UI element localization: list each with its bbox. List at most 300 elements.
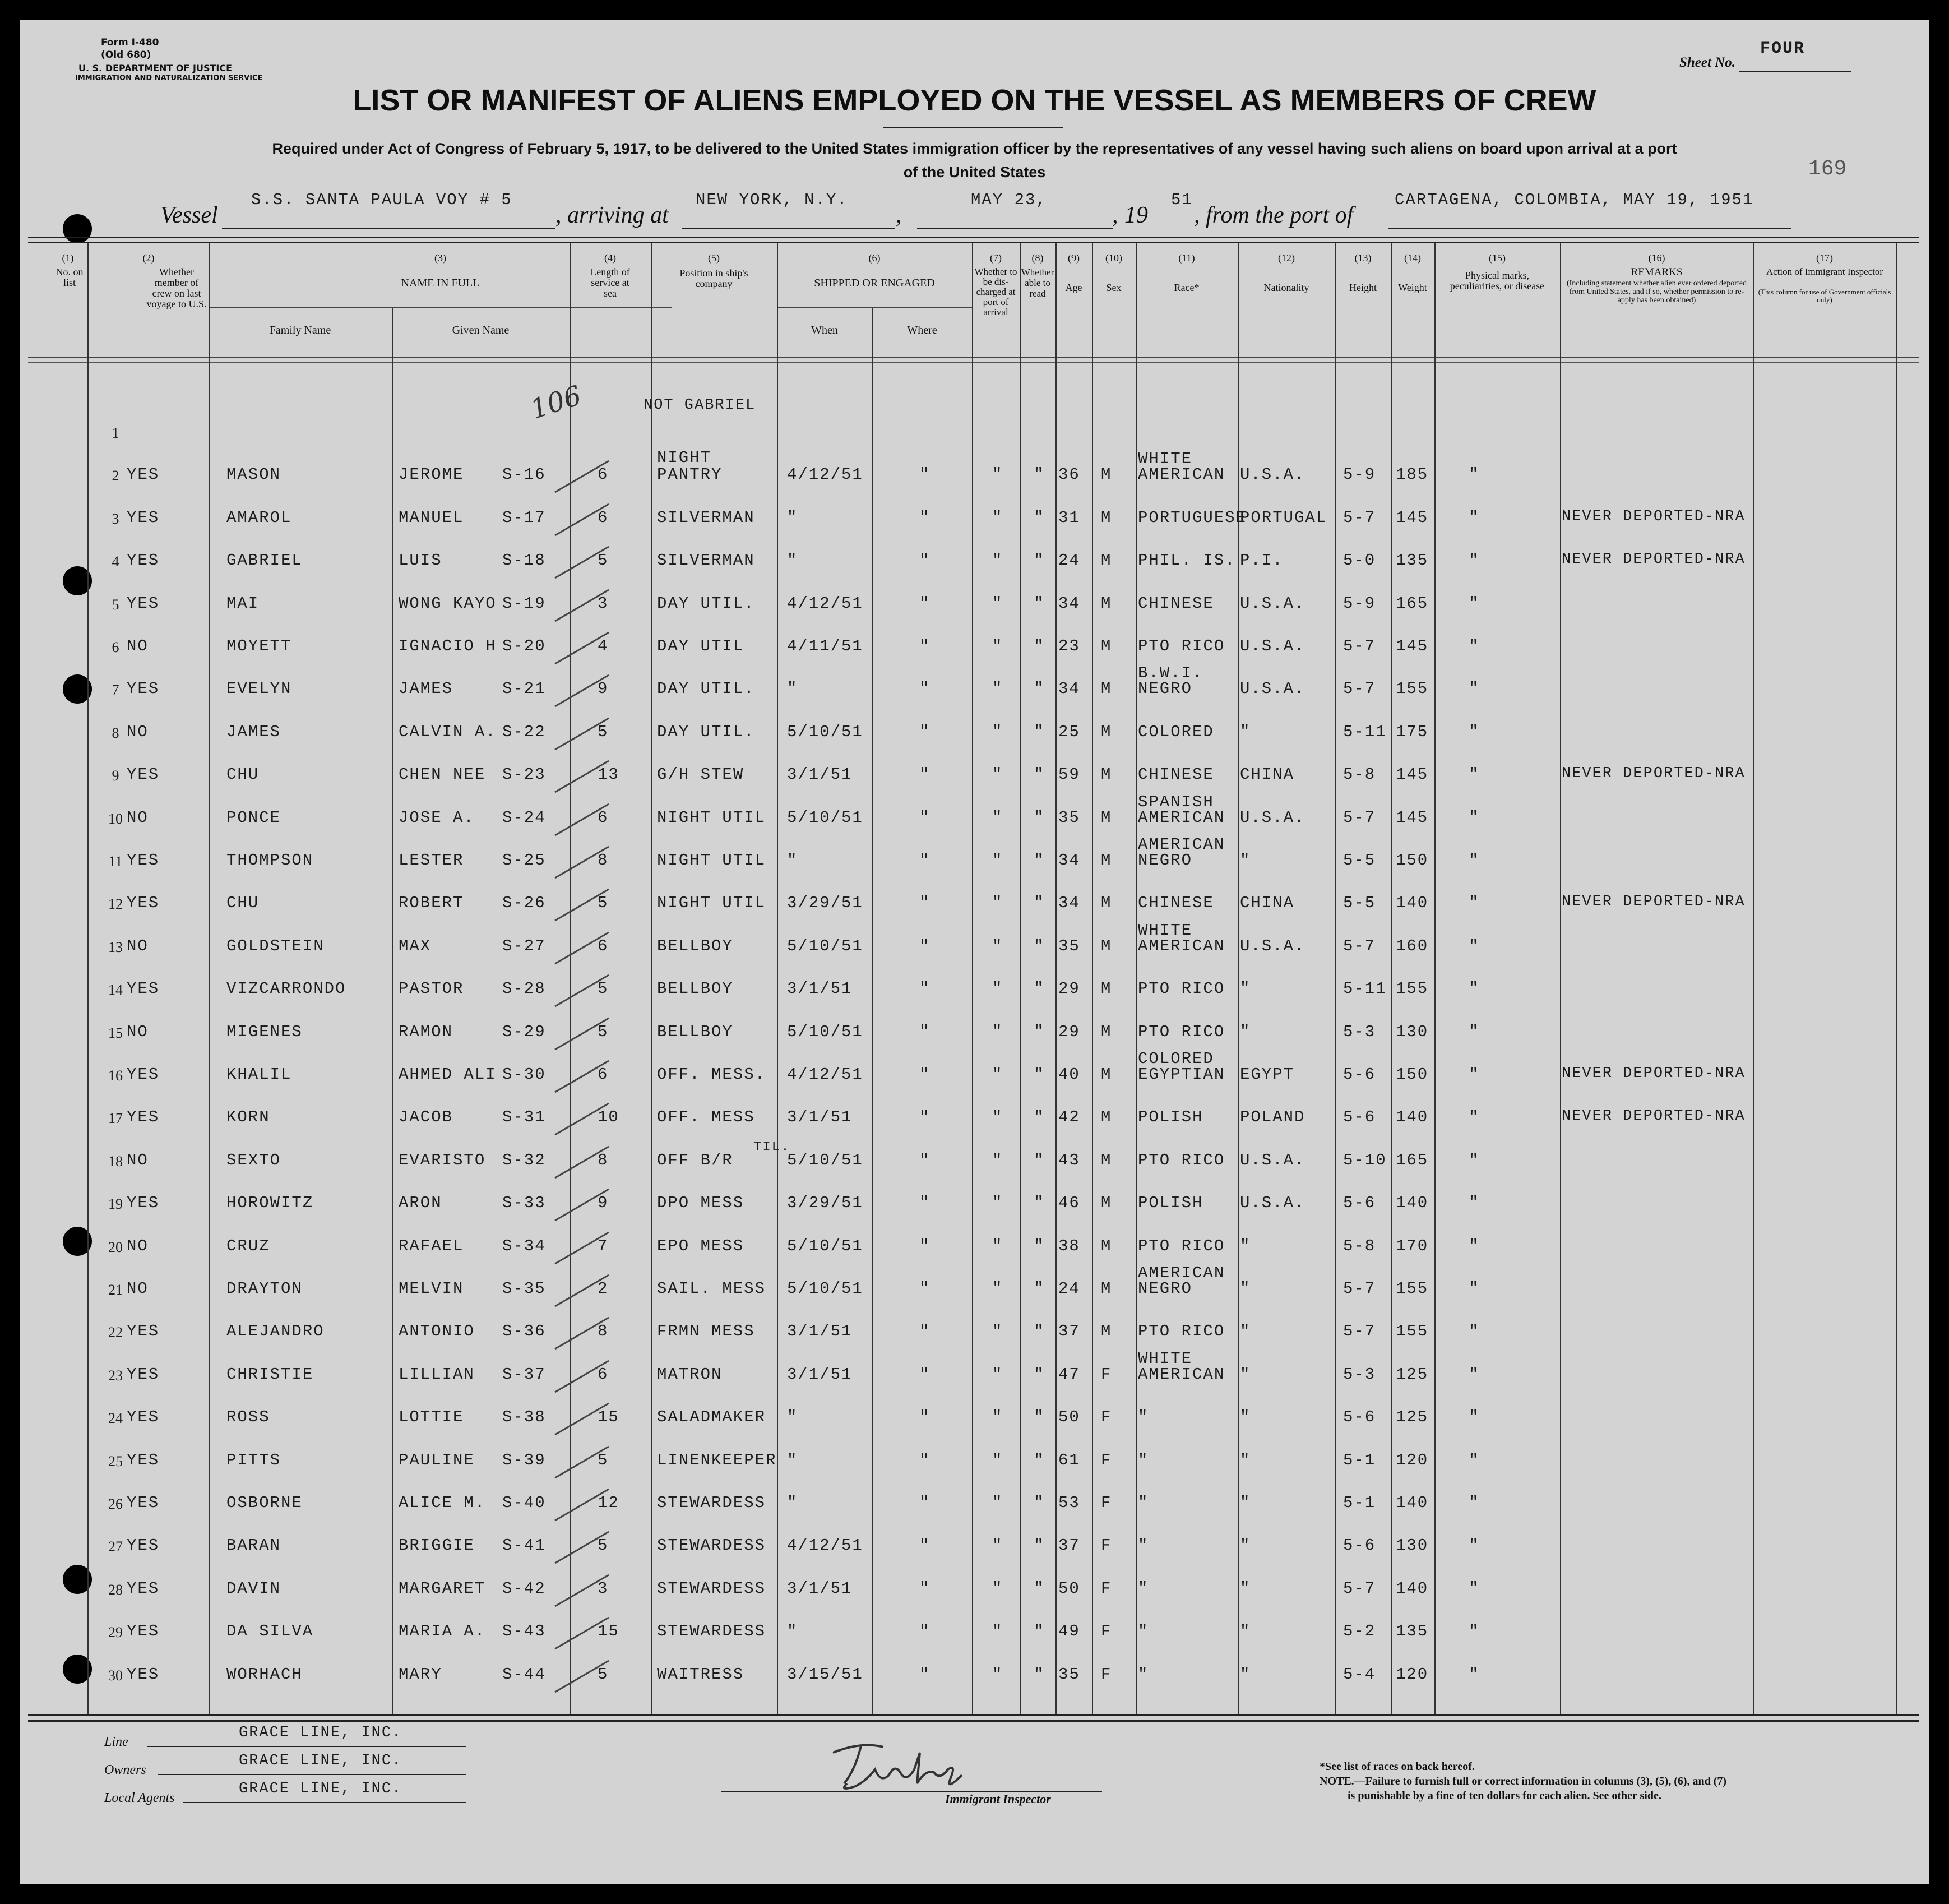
service-length-cell: 6 [598, 1365, 609, 1384]
row-number: 26 [108, 1496, 123, 1512]
col5-num: (5) [708, 252, 720, 264]
age-cell: 50 [1058, 1579, 1080, 1598]
able-to-read-cell: " [1034, 1236, 1045, 1255]
able-to-read-cell: " [1034, 936, 1045, 955]
check-stroke [553, 543, 614, 583]
shipped-when-cell: 5/10/51 [787, 1150, 863, 1170]
service-length-cell: 5 [598, 1665, 609, 1684]
col1-label: No. on list [55, 266, 84, 288]
check-stroke [553, 757, 614, 797]
race-cell: CHINESE [1138, 765, 1214, 784]
race-cell: PTO RICO [1138, 1236, 1225, 1255]
year-suffix: 51 [1171, 191, 1193, 209]
given-name-cell: EVARISTO [399, 1150, 486, 1170]
col-rule [1238, 243, 1239, 1714]
given-name-cell: MARGARET [399, 1579, 486, 1598]
given-name-cell: JEROME [399, 465, 464, 484]
shipped-when-cell: 4/11/51 [787, 637, 863, 655]
discharged-cell: " [992, 1236, 1003, 1255]
service-length-cell: 6 [598, 936, 609, 955]
col4-label: Length of service at sea [590, 266, 630, 299]
sex-cell: M [1101, 1236, 1112, 1255]
age-cell: 31 [1058, 508, 1080, 527]
service-length-cell: 8 [598, 1322, 609, 1341]
given-name-cell: MARY [399, 1665, 442, 1684]
check-stroke [553, 1015, 614, 1054]
table-top-rule-2 [28, 242, 1919, 243]
service-length-cell: 3 [598, 594, 609, 613]
position-cell: BELLBOY [657, 1022, 733, 1041]
able-to-read-cell: " [1034, 722, 1045, 741]
vessel-label: Vessel [160, 202, 218, 228]
last-voyage-cell: YES [127, 508, 160, 527]
position-cell: DAY UTIL. [657, 594, 755, 613]
family-name-cell: ALEJANDRO [226, 1322, 325, 1341]
physical-marks-cell: " [1469, 1150, 1480, 1170]
check-stroke [553, 1486, 614, 1525]
weight-cell: 185 [1396, 465, 1429, 484]
position-cell: OFF. MESS [657, 1108, 755, 1127]
date-underline [917, 228, 1113, 229]
nationality-cell: " [1240, 1536, 1251, 1555]
physical-marks-cell: " [1469, 1494, 1480, 1512]
last-voyage-cell: YES [127, 1665, 160, 1684]
age-cell: 34 [1058, 680, 1080, 699]
last-voyage-cell: YES [127, 1365, 160, 1384]
family-name-cell: MOYETT [226, 637, 292, 655]
owners-value: GRACE LINE, INC. [239, 1753, 402, 1769]
nationality-cell: U.S.A. [1240, 680, 1305, 699]
check-stroke [553, 801, 614, 840]
service-length-cell: 2 [598, 1279, 609, 1298]
service-length-cell: 6 [598, 465, 609, 484]
sex-cell: M [1101, 979, 1112, 999]
discharged-cell: " [992, 1365, 1003, 1384]
height-cell: 5-6 [1343, 1108, 1376, 1127]
discharged-cell: " [992, 637, 1003, 655]
serial-cell: S-27 [502, 936, 546, 955]
sex-cell: M [1101, 551, 1112, 570]
check-stroke [553, 1657, 614, 1697]
shipped-when-cell: 4/12/51 [787, 594, 863, 613]
sex-cell: M [1101, 1108, 1112, 1127]
discharged-cell: " [992, 1622, 1003, 1641]
sex-cell: M [1101, 1279, 1112, 1298]
weight-cell: 170 [1396, 1236, 1429, 1255]
fine-note: NOTE.—Failure to furnish full or correct information in columns (3), (5), (6), and (7) [1320, 1775, 1727, 1787]
check-stroke [553, 972, 614, 1011]
row-number: 4 [112, 553, 119, 570]
weight-cell: 150 [1396, 851, 1429, 870]
family-name-cell: KHALIL [226, 1065, 292, 1084]
weight-cell: 130 [1396, 1022, 1429, 1041]
able-to-read-cell: " [1034, 1450, 1045, 1469]
serial-cell: S-18 [502, 551, 546, 570]
service-length-cell: 6 [598, 508, 609, 527]
check-stroke [553, 929, 614, 968]
shipped-when-cell: " [787, 680, 798, 699]
given-name-cell: MANUEL [399, 508, 464, 527]
given-name-cell: RAFAEL [399, 1236, 464, 1255]
header-bottom-rule-2 [28, 362, 1919, 363]
weight-cell: 175 [1396, 722, 1429, 741]
handwritten-mark: 106 [526, 380, 586, 426]
shipped-where-cell: " [919, 1279, 930, 1298]
last-voyage-cell: NO [127, 1022, 149, 1041]
age-cell: 24 [1058, 551, 1080, 570]
col17-note: (This column for use of Government officials only) [1758, 288, 1891, 304]
remarks-cell: NEVER DEPORTED-NRA [1562, 551, 1746, 569]
race-cell: COLORED [1138, 722, 1214, 741]
sex-cell: M [1101, 508, 1112, 527]
discharged-cell: " [992, 465, 1003, 484]
last-voyage-cell: NO [127, 808, 149, 827]
last-voyage-cell: YES [127, 1065, 160, 1084]
position-cell: STEWARDESS [657, 1536, 766, 1555]
race-cell-line2: AMERICAN [1138, 808, 1225, 827]
given-name-cell: MARIA A. [399, 1622, 486, 1641]
service-length-cell: 5 [598, 1536, 609, 1555]
col14-label: Weight [1398, 282, 1427, 293]
row-number: 29 [108, 1624, 123, 1641]
serial-cell: S-26 [502, 894, 546, 913]
shipped-when-cell: 3/1/51 [787, 1365, 853, 1384]
arriving-label: , arriving at [555, 202, 669, 228]
owners-underline [158, 1774, 466, 1775]
sheet-number: FOUR [1760, 39, 1806, 58]
height-cell: 5-7 [1343, 1322, 1376, 1341]
last-voyage-cell: YES [127, 551, 160, 570]
shipped-when-cell: 3/29/51 [787, 1194, 863, 1213]
check-stroke [553, 586, 614, 626]
able-to-read-cell: " [1034, 1579, 1045, 1598]
weight-cell: 145 [1396, 637, 1429, 655]
race-cell: AMERICAN [1138, 835, 1225, 854]
serial-cell: S-42 [502, 1579, 546, 1598]
position-cell: NIGHT [657, 449, 712, 468]
sex-cell: M [1101, 765, 1112, 784]
able-to-read-cell: " [1034, 808, 1045, 827]
age-cell: 47 [1058, 1365, 1080, 1384]
service-length-cell: 6 [598, 808, 609, 827]
row-number: 10 [108, 810, 123, 827]
age-cell: 53 [1058, 1494, 1080, 1512]
weight-cell: 155 [1396, 979, 1429, 999]
nationality-cell: " [1240, 851, 1251, 870]
shipped-when-cell: 5/10/51 [787, 1236, 863, 1255]
family-name-cell: VIZCARRONDO [226, 979, 346, 999]
col15-label: Physical marks, peculiarities, or disease [1450, 270, 1545, 292]
family-name-cell: BARAN [226, 1536, 281, 1555]
col5-label: Position in ship's company [679, 267, 748, 289]
last-voyage-cell: YES [127, 1450, 160, 1469]
table-bottom-rule [28, 1714, 1919, 1716]
col4-num: (4) [604, 252, 616, 264]
race-cell: " [1138, 1494, 1149, 1512]
serial-cell: S-16 [502, 465, 546, 484]
height-cell: 5-2 [1343, 1622, 1376, 1641]
race-cell: SPANISH [1138, 792, 1214, 811]
age-cell: 36 [1058, 465, 1080, 484]
col16-num: (16) [1648, 252, 1665, 264]
shipped-when-cell: 5/10/51 [787, 1279, 863, 1298]
row-number: 8 [112, 724, 119, 741]
last-voyage-cell: YES [127, 1108, 160, 1127]
age-cell: 35 [1058, 1665, 1080, 1684]
given-name-cell: ARON [399, 1194, 442, 1213]
last-voyage-cell: NO [127, 722, 149, 741]
physical-marks-cell: " [1469, 1408, 1480, 1427]
nationality-cell: P.I. [1240, 551, 1284, 570]
position-cell: NIGHT UTIL [657, 851, 766, 870]
sex-cell: M [1101, 1150, 1112, 1170]
races-note: *See list of races on back hereof. [1320, 1760, 1475, 1773]
position-cell: BELLBOY [657, 979, 733, 999]
row-number: 9 [112, 768, 119, 784]
discharged-cell: " [992, 680, 1003, 699]
col6-label: SHIPPED OR ENGAGED [814, 277, 935, 289]
physical-marks-cell: " [1469, 637, 1480, 655]
height-cell: 5-7 [1343, 680, 1376, 699]
shipped-where-cell: " [919, 1236, 930, 1255]
discharged-cell: " [992, 894, 1003, 913]
serial-cell: S-29 [502, 1022, 546, 1041]
height-cell: 5-3 [1343, 1365, 1376, 1384]
col12-label: Nationality [1263, 282, 1309, 293]
able-to-read-cell: " [1034, 851, 1045, 870]
given-name-cell: ALICE M. [399, 1494, 486, 1512]
height-cell: 5-0 [1343, 551, 1376, 570]
serial-cell: S-41 [502, 1536, 546, 1555]
age-cell: 46 [1058, 1194, 1080, 1213]
serial-cell: S-33 [502, 1194, 546, 1213]
serial-cell: S-44 [502, 1665, 546, 1684]
row-number: 6 [112, 639, 119, 655]
shipped-when-cell: 5/10/51 [787, 1022, 863, 1041]
row-number: 22 [108, 1324, 123, 1341]
family-name-cell: ROSS [226, 1408, 270, 1427]
given-name-header: Given Name [452, 324, 510, 336]
service-length-cell: 7 [598, 1236, 609, 1255]
col-rule [972, 243, 973, 1714]
col-rule [1020, 243, 1021, 1714]
row-number: 13 [108, 939, 123, 955]
physical-marks-cell: " [1469, 979, 1480, 999]
race-cell: " [1138, 1622, 1149, 1641]
physical-marks-cell: " [1469, 551, 1480, 570]
title-rule [883, 127, 1063, 128]
comma-b: , [1112, 202, 1118, 228]
from-port-label: , from the port of [1194, 202, 1354, 228]
col-rule [209, 243, 210, 1714]
shipped-where-cell: " [919, 1494, 930, 1512]
race-cell: WHITE [1138, 1349, 1193, 1368]
nationality-cell: PORTUGAL [1240, 508, 1327, 527]
serial-cell: S-40 [502, 1494, 546, 1512]
sheet-label: Sheet No. [1679, 55, 1735, 70]
able-to-read-cell: " [1034, 1194, 1045, 1213]
row-number: 5 [112, 596, 119, 613]
able-to-read-cell: " [1034, 465, 1045, 484]
page-subtitle: Required under Act of Congress of February 5, 1917, to be delivered to the United States immigration officer by the representatives of any vessel having such aliens on board upon arrival at a port [272, 140, 1677, 157]
col3-num: (3) [434, 252, 446, 264]
shipped-when-cell: 3/15/51 [787, 1665, 863, 1684]
last-voyage-cell: YES [127, 1322, 160, 1341]
check-stroke [553, 843, 614, 882]
port-underline [682, 228, 895, 229]
able-to-read-cell: " [1034, 894, 1045, 913]
sheet-underline [1739, 71, 1851, 72]
shipped-where-cell: " [919, 680, 930, 699]
check-stroke [553, 629, 614, 668]
name-header-rule [209, 307, 672, 308]
col9-label: Age [1065, 282, 1082, 293]
row-number: 21 [108, 1282, 123, 1298]
col8-num: (8) [1031, 252, 1044, 264]
discharged-cell: " [992, 765, 1003, 784]
inspector-label: Immigrant Inspector [945, 1792, 1051, 1806]
given-name-cell: CALVIN A. [399, 722, 497, 741]
weight-cell: 165 [1396, 1150, 1429, 1170]
given-name-cell: PASTOR [399, 979, 464, 999]
given-name-cell: WONG KAYO [399, 594, 497, 613]
able-to-read-cell: " [1034, 637, 1045, 655]
page-title: LIST OR MANIFEST OF ALIENS EMPLOYED ON THE VESSEL AS MEMBERS OF CREW [353, 84, 1596, 117]
check-stroke [553, 1186, 614, 1225]
discharged-cell: " [992, 1536, 1003, 1555]
sex-cell: F [1101, 1408, 1112, 1427]
age-cell: 59 [1058, 765, 1080, 784]
service-length-cell: 8 [598, 1150, 609, 1170]
position-cell: BELLBOY [657, 936, 733, 955]
col12-num: (12) [1278, 252, 1295, 264]
col-rule [1136, 243, 1137, 1714]
physical-marks-cell: " [1469, 765, 1480, 784]
check-stroke [553, 1100, 614, 1139]
physical-marks-cell: " [1469, 594, 1480, 613]
col-rule [1335, 243, 1336, 1714]
family-name-header: Family Name [269, 324, 331, 336]
nationality-cell: " [1240, 1579, 1251, 1598]
last-voyage-cell: YES [127, 1579, 160, 1598]
position-cell: STEWARDESS [657, 1579, 766, 1598]
check-stroke [553, 457, 614, 497]
shipped-when-cell: " [787, 1450, 798, 1469]
row-number: 7 [112, 682, 119, 699]
last-voyage-cell: YES [127, 594, 160, 613]
vessel-underline [222, 228, 555, 229]
race-cell: COLORED [1138, 1050, 1214, 1068]
nationality-cell: " [1240, 1022, 1251, 1041]
weight-cell: 145 [1396, 765, 1429, 784]
col11-num: (11) [1178, 252, 1195, 264]
service-length-cell: 3 [598, 1579, 609, 1598]
family-name-cell: MAI [226, 594, 260, 613]
age-cell: 25 [1058, 722, 1080, 741]
race-cell: " [1138, 1665, 1149, 1684]
physical-marks-cell: " [1469, 851, 1480, 870]
row-number: 2 [112, 468, 119, 484]
check-stroke [553, 1357, 614, 1397]
height-cell: 5-6 [1343, 1194, 1376, 1213]
nationality-cell: " [1240, 979, 1251, 999]
weight-cell: 140 [1396, 1494, 1429, 1512]
arrival-port: NEW YORK, N.Y. [696, 191, 848, 209]
position-cell: G/H STEW [657, 765, 744, 784]
family-name-cell: JAMES [226, 722, 281, 741]
punch-hole [63, 214, 92, 243]
nationality-cell: CHINA [1240, 765, 1295, 784]
col10-num: (10) [1105, 252, 1122, 264]
shipped-when-cell: 5/10/51 [787, 936, 863, 955]
serial-cell: S-22 [502, 722, 546, 741]
position-cell: WAITRESS [657, 1665, 744, 1684]
family-name-cell: DA SILVA [226, 1622, 314, 1641]
height-cell: 5-9 [1343, 594, 1376, 613]
position-cell: OFF. MESS. [657, 1065, 766, 1084]
serial-cell: S-34 [502, 1236, 546, 1255]
physical-marks-cell: " [1469, 465, 1480, 484]
given-name-cell: JACOB [399, 1108, 453, 1127]
fine-note-2: is punishable by a fine of ten dollars for each alien. See other side. [1348, 1790, 1661, 1802]
shipped-where-cell: " [919, 1150, 930, 1170]
shipped-when-cell: 3/29/51 [787, 894, 863, 913]
discharged-cell: " [992, 1065, 1003, 1084]
position-cell: DAY UTIL. [657, 680, 755, 699]
age-cell: 49 [1058, 1622, 1080, 1641]
able-to-read-cell: " [1034, 765, 1045, 784]
height-cell: 5-6 [1343, 1408, 1376, 1427]
row-number: 16 [108, 1067, 123, 1084]
shipped-where-cell: " [919, 722, 930, 741]
check-stroke [553, 886, 614, 925]
age-cell: 42 [1058, 1108, 1080, 1127]
nationality-cell: " [1240, 1665, 1251, 1684]
given-name-cell: BRIGGIE [399, 1536, 475, 1555]
height-cell: 5-7 [1343, 1579, 1376, 1598]
race-cell: CHINESE [1138, 894, 1214, 913]
discharged-cell: " [992, 1322, 1003, 1341]
check-stroke [553, 1057, 614, 1097]
height-cell: 5-7 [1343, 508, 1376, 527]
nationality-cell: " [1240, 1494, 1251, 1512]
race-cell: PTO RICO [1138, 1322, 1225, 1341]
age-cell: 50 [1058, 1408, 1080, 1427]
serial-cell: S-37 [502, 1365, 546, 1384]
height-cell: 5-6 [1343, 1536, 1376, 1555]
col7-label: Whether to be dis-charged at port of arrival [974, 266, 1017, 317]
able-to-read-cell: " [1034, 680, 1045, 699]
sex-cell: M [1101, 1065, 1112, 1084]
age-cell: 29 [1058, 1022, 1080, 1041]
check-stroke [553, 1614, 614, 1653]
shipped-header-rule [777, 307, 972, 308]
remarks-cell: NEVER DEPORTED-NRA [1562, 1065, 1746, 1082]
sex-cell: M [1101, 594, 1112, 613]
from-port-underline [1388, 228, 1791, 229]
discharged-cell: " [992, 1494, 1003, 1512]
race-cell: POLISH [1138, 1194, 1203, 1213]
serial-cell: S-39 [502, 1450, 546, 1469]
shipped-where-cell: " [919, 465, 930, 484]
position-cell: DAY UTIL [657, 637, 744, 655]
shipped-when-cell: 5/10/51 [787, 722, 863, 741]
serial-cell: S-17 [502, 508, 546, 527]
shipped-when-cell: 4/12/51 [787, 465, 863, 484]
col17-num: (17) [1816, 252, 1833, 264]
nationality-cell: U.S.A. [1240, 936, 1305, 955]
age-cell: 24 [1058, 1279, 1080, 1298]
